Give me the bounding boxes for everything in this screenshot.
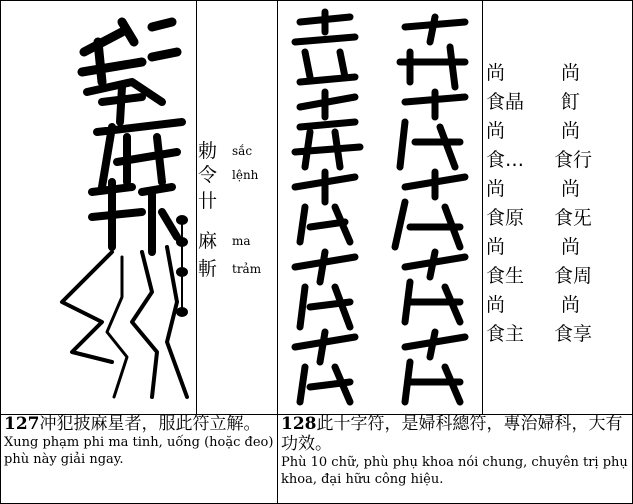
caption-vietnamese: Xung phạm phi ma tinh, uống (hoặc đeo) phù này giải ngay. [4, 435, 274, 467]
annotation-viet: lệnh [232, 168, 259, 182]
divider [277, 1, 278, 503]
character-right: 尚 [561, 178, 581, 200]
character-row [486, 58, 628, 82]
caption-chinese: 冲犯披麻星者，服此符立解。 [39, 414, 261, 434]
caption-127 [4, 414, 274, 468]
annotation-han: 令 [198, 164, 218, 186]
character-right: 食行 [554, 149, 593, 171]
annotation-viet: sắc [232, 144, 253, 158]
character-left: 食生 [486, 265, 525, 287]
annotation-han: 勅 [198, 140, 218, 162]
character-row [486, 319, 628, 343]
annotation-viet: trảm [232, 262, 262, 276]
character-row [486, 145, 628, 169]
divider [482, 1, 483, 414]
character-left: 食主 [486, 323, 525, 345]
character-row [486, 290, 628, 314]
character-left: 尚 [486, 62, 506, 84]
annotation-row [198, 140, 276, 162]
character-row [486, 203, 628, 227]
annotation-row [198, 190, 276, 212]
character-left: 食… [486, 149, 525, 171]
talisman-127-image [2, 2, 194, 412]
caption-number: 128 [281, 414, 317, 434]
talisman-128-image [280, 2, 478, 412]
caption-128 [281, 414, 629, 488]
character-left: 食原 [486, 207, 525, 229]
character-row [486, 174, 628, 198]
character-right: 尚 [561, 236, 581, 258]
caption-number: 127 [4, 414, 40, 434]
character-left: 尚 [486, 294, 506, 316]
character-row [486, 261, 628, 285]
character-left: 尚 [486, 120, 506, 142]
character-right: 食周 [554, 265, 593, 287]
character-left: 尚 [486, 236, 506, 258]
character-row [486, 116, 628, 140]
character-right: 飣 [561, 91, 581, 113]
character-row [486, 232, 628, 256]
annotation-viet: ma [232, 234, 251, 248]
annotation-han: 斬 [198, 258, 218, 280]
character-right: 尚 [561, 62, 581, 84]
annotation-row [198, 258, 276, 280]
character-row [486, 87, 628, 111]
annotation-row [198, 230, 276, 252]
annotation-row [198, 164, 276, 186]
character-left: 食晶 [486, 91, 525, 113]
annotation-han: 麻 [198, 230, 218, 252]
character-right: 尚 [561, 120, 581, 142]
character-right: 食旡 [554, 207, 593, 229]
annotation-han: 卄 [198, 190, 218, 212]
divider [196, 1, 197, 414]
caption-chinese: 此十字符，是婦科總符，專治婦科，大有功效。 [281, 414, 623, 454]
character-right: 食享 [554, 323, 593, 345]
caption-vietnamese: Phù 10 chữ, phù phụ khoa nói chung, chuyên trị phụ khoa, đại hữu công hiệu. [281, 455, 628, 487]
character-right: 尚 [561, 294, 581, 316]
character-left: 尚 [486, 178, 506, 200]
